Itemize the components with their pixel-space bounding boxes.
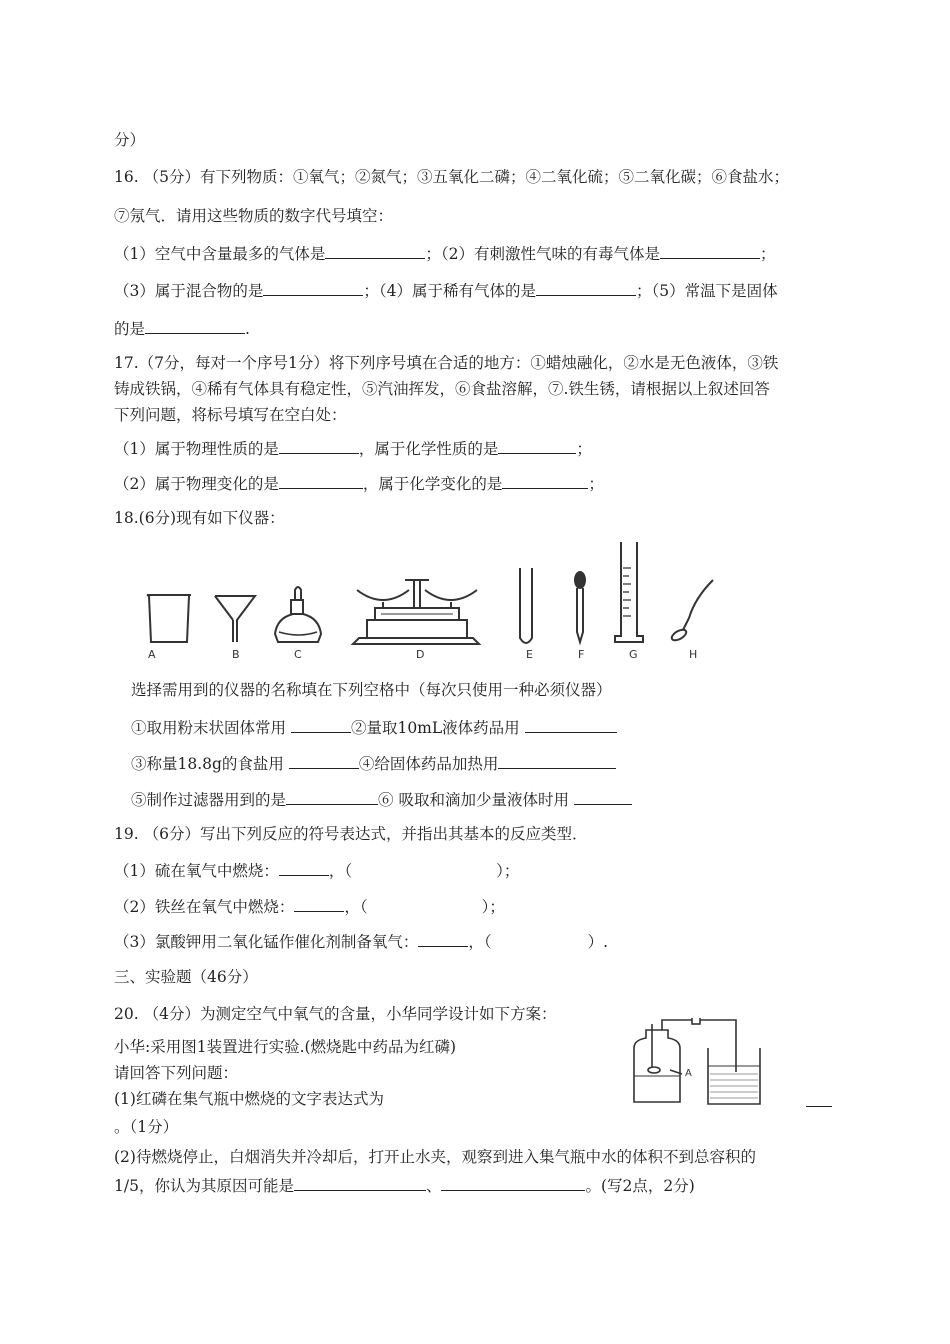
answer-blank[interactable] — [325, 243, 425, 259]
glass-tube — [662, 1020, 736, 1072]
balance-icon — [353, 580, 479, 644]
answer-blank[interactable] — [145, 318, 245, 334]
question-17-part-1: （1）属于物理性质的是 ，属于化学性质的是 ； — [114, 440, 592, 458]
beaker-icon — [147, 595, 191, 642]
answer-blank[interactable] — [536, 280, 636, 296]
question-17-stem-3: 下列问题，将标号填写在空白处： — [114, 406, 347, 424]
answer-blank[interactable] — [498, 438, 576, 454]
question-20-line-e: (2)待燃烧停止，白烟消失并冷却后，打开止水夹，观察到进入集气瓶中水的体积不到总容积的 — [114, 1148, 756, 1166]
question-18-stem: 18.(6分)现有如下仪器： — [114, 509, 285, 527]
question-20-line-f: 1/5，你认为其原因可能是 、 。(写2点，2分) — [114, 1177, 695, 1195]
answer-blank[interactable] — [286, 789, 378, 805]
graduated-cylinder-icon — [615, 542, 643, 642]
funnel-icon — [215, 596, 255, 642]
question-20-line-c: (1)红磷在集气瓶中燃烧的文字表达式为 — [114, 1090, 384, 1108]
answer-blank[interactable] — [279, 860, 329, 876]
instruments-figure — [135, 538, 725, 656]
answer-blank[interactable] — [289, 753, 359, 769]
question-16-part-1: （1）空气中含量最多的气体是 ；（2）有刺激性气味的有毒气体是 ； — [114, 245, 776, 263]
question-18-intro: 选择需用到的仪器的名称填在下列空格中（每次只使用一种必须仪器） — [131, 681, 612, 699]
dropper-icon — [575, 572, 585, 642]
answer-blank[interactable] — [294, 896, 344, 912]
question-16-part-3: （3）属于混合物的是 ；（4）属于稀有气体的是 ；（5）常温下是固体 — [114, 282, 778, 300]
question-17-part-2: （2）属于物理变化的是 ，属于化学变化的是 ； — [114, 475, 604, 493]
answer-blank[interactable] — [263, 280, 363, 296]
continuation-text: 分） — [114, 131, 146, 149]
answer-blank[interactable] — [660, 243, 760, 259]
answer-blank[interactable] — [502, 473, 588, 489]
answer-blank[interactable] — [279, 438, 359, 454]
instrument-label-g: G — [629, 648, 638, 661]
answer-blank[interactable] — [574, 789, 632, 805]
instrument-label-a: A — [148, 648, 156, 661]
question-17-stem-2: 铸成铁锅，④稀有气体具有稳定性，⑤汽油挥发，⑥食盐溶解，⑦.铁生锈，请根据以上叙述回答 — [114, 380, 770, 398]
question-16-part-5: 的是 . — [114, 320, 250, 338]
instrument-label-d: D — [416, 648, 425, 661]
question-17-stem: 17.（7分，每对一个序号1分）将下列序号填在合适的地方：①蜡烛融化，②水是无色液体，③铁 — [114, 354, 779, 372]
test-tube-icon — [520, 568, 532, 643]
instrument-label-c: C — [294, 648, 302, 661]
answer-blank[interactable] — [525, 717, 617, 733]
apparatus-label-a: A — [685, 1068, 692, 1079]
answer-blank[interactable] — [418, 931, 468, 947]
question-19-part-1: （1）硫在氧气中燃烧： ，（ ）； — [114, 862, 520, 880]
gas-jar-icon — [634, 1030, 680, 1102]
question-19-part-3: （3）氯酸钾用二氧化锰作催化剂制备氧气： ，（ ）. — [114, 933, 609, 951]
question-16-stem: 16. （5分）有下列物质：①氧气；②氮气；③五氧化二磷；④二氧化硫；⑤二氧化碳；⑥食盐水； — [114, 168, 789, 186]
answer-blank[interactable] — [291, 717, 351, 733]
instrument-label-h: H — [689, 648, 698, 661]
instrument-label-e: E — [526, 648, 533, 661]
oxygen-apparatus-figure — [626, 1018, 786, 1106]
question-20-line-b: 请回答下列问题： — [114, 1064, 239, 1082]
question-19-part-2: （2）铁丝在氧气中燃烧： ，（ ）； — [114, 898, 505, 916]
question-18-item-1-2: ①取用粉末状固体常用 ②量取10mL液体药品用 — [131, 717, 617, 738]
section-3-heading: 三、实验题（46分） — [114, 968, 258, 986]
question-20-line-a: 小华:采用图1装置进行实验.(燃烧匙中药品为红磷) — [114, 1038, 457, 1056]
question-18-item-5-6: ⑤制作过滤器用到的是 ⑥ 吸取和滴加少量液体时用 — [131, 789, 632, 810]
question-20-line-d: 。（1分） — [114, 1118, 179, 1136]
instrument-label-b: B — [232, 648, 240, 661]
answer-blank[interactable] — [294, 1175, 426, 1191]
question-20-stem: 20. （4分）为测定空气中氧气的含量，小华同学设计如下方案： — [114, 1005, 557, 1023]
question-16-stem-2: ⑦氖气．请用这些物质的数字代号填空： — [114, 207, 394, 225]
answer-blank[interactable] — [279, 473, 363, 489]
medicine-spoon-icon — [670, 580, 713, 642]
answer-blank[interactable] — [806, 1106, 832, 1107]
answer-blank[interactable] — [498, 753, 616, 769]
alcohol-lamp-icon — [275, 587, 321, 642]
answer-blank[interactable] — [441, 1175, 585, 1191]
question-18-item-3-4: ③称量18.8g的食盐用 ④给固体药品加热用 — [131, 753, 616, 774]
beaker-icon — [708, 1048, 760, 1104]
question-19-stem: 19. （6分）写出下列反应的符号表达式，并指出其基本的反应类型． — [114, 825, 588, 843]
instrument-label-f: F — [578, 648, 585, 661]
